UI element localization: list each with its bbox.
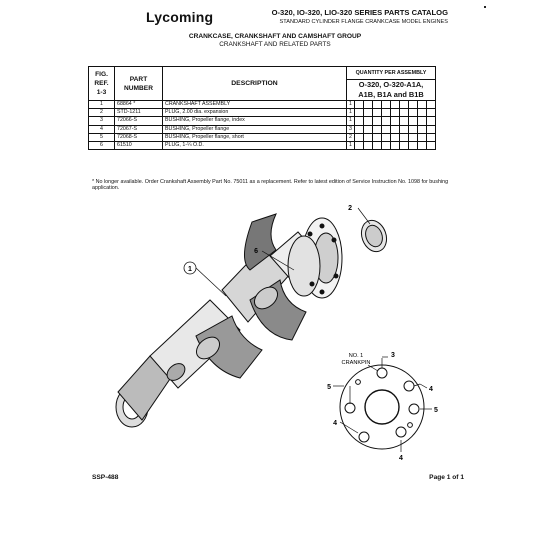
header-fig-ref-line2: REF.: [94, 80, 109, 87]
fig-ref-cell: 4: [89, 125, 115, 133]
header-fig-ref-line1: FIG.: [95, 71, 108, 78]
description-cell: BUSHING, Propeller flange: [163, 125, 347, 133]
callout-2: 2: [348, 205, 352, 212]
crankpin-label-line1: NO. 1: [348, 353, 364, 359]
description-cell: BUSHING, Propeller flange, short: [163, 133, 347, 141]
part-number-cell: 68864 *: [115, 101, 163, 109]
header-model-line1: O-320, O-320-A1A,: [358, 80, 424, 89]
document-id: SSP-488: [92, 474, 119, 481]
description-cell: PLUG, 1-¼ O.D.: [163, 141, 347, 149]
fig-ref-cell: 5: [89, 133, 115, 141]
flange-callout-3: 3: [391, 352, 395, 359]
fig-ref-cell: 2: [89, 109, 115, 117]
catalog-subtitle: STANDARD CYLINDER FLANGE CRANKCASE MODEL ENGINES: [279, 19, 448, 25]
quantity-cell: 1: [347, 141, 355, 149]
flange-callout-4-left: 4: [333, 420, 337, 427]
header-description: DESCRIPTION: [163, 67, 347, 101]
quantity-cell: 3: [347, 125, 355, 133]
header-part-number-line1: PART: [129, 75, 148, 83]
description-cell: CRANKSHAFT ASSEMBLY: [163, 101, 347, 109]
flange-bushing-4-bottom: [396, 427, 406, 437]
callout-6: 6: [254, 248, 258, 255]
quantity-cell: 1: [347, 117, 355, 125]
part-number-cell: 72067-S: [115, 125, 163, 133]
page-number: Page 1 of 1: [429, 474, 464, 481]
description-cell: BUSHING, Propeller flange, index: [163, 117, 347, 125]
group-subtitle: CRANKSHAFT AND RELATED PARTS: [219, 41, 331, 48]
footnote: * No longer available. Order Crankshaft Assembly Part No. 75011 as a replacement. Refer to latest edition of Service Instruction No. 1098 for bushing application.: [92, 179, 449, 192]
header-model-line2: A1B, B1A and B1B: [358, 90, 424, 99]
part-number-cell: 72066-S: [115, 117, 163, 125]
fig-ref-cell: 3: [89, 117, 115, 125]
flange-center-bore: [365, 390, 399, 424]
flange-end-view: [340, 365, 424, 449]
flange-hole-2: [408, 423, 413, 428]
callout-1: 1: [188, 266, 192, 273]
quantity-cell: 2: [347, 133, 355, 141]
flange-callout-5-left: 5: [327, 384, 331, 391]
description-cell: PLUG, 2.00 dia. expansion: [163, 109, 347, 117]
quantity-cell: 1: [347, 101, 355, 109]
header-part-number-line2: NUMBER: [124, 84, 153, 92]
flange-bushing-4-top: [404, 381, 414, 391]
header-fig-ref-line3: 1-3: [96, 89, 107, 96]
part-number-cell: STD-1211: [115, 109, 163, 117]
crankpin-label-line2: CRANKPIN: [341, 360, 371, 366]
flange-bushing-4-left: [359, 432, 369, 442]
flange-bushing-5-left: [345, 403, 355, 413]
header-quantity: QUANTITY PER ASSEMBLY: [347, 67, 436, 80]
fig-ref-cell: 1: [89, 101, 115, 109]
flange-callout-5-right: 5: [434, 407, 438, 414]
flange-bushing-3: [377, 368, 387, 378]
flange-callout-4-top: 4: [429, 386, 433, 393]
group-title: CRANKCASE, CRANKSHAFT AND CAMSHAFT GROUP: [188, 33, 362, 40]
part-number-cell: 61510: [115, 141, 163, 149]
flange-bushing-5-right: [409, 404, 419, 414]
catalog-title: O-320, IO-320, LIO-320 SERIES PARTS CATALOG: [271, 8, 448, 17]
flange-hole-1: [356, 380, 361, 385]
brand-logo-text: Lycoming: [146, 9, 214, 25]
flange-callout-4-bottom: 4: [399, 455, 403, 462]
quantity-cell: 1: [347, 109, 355, 117]
fig-ref-cell: 6: [89, 141, 115, 149]
part-number-cell: 72068-S: [115, 133, 163, 141]
